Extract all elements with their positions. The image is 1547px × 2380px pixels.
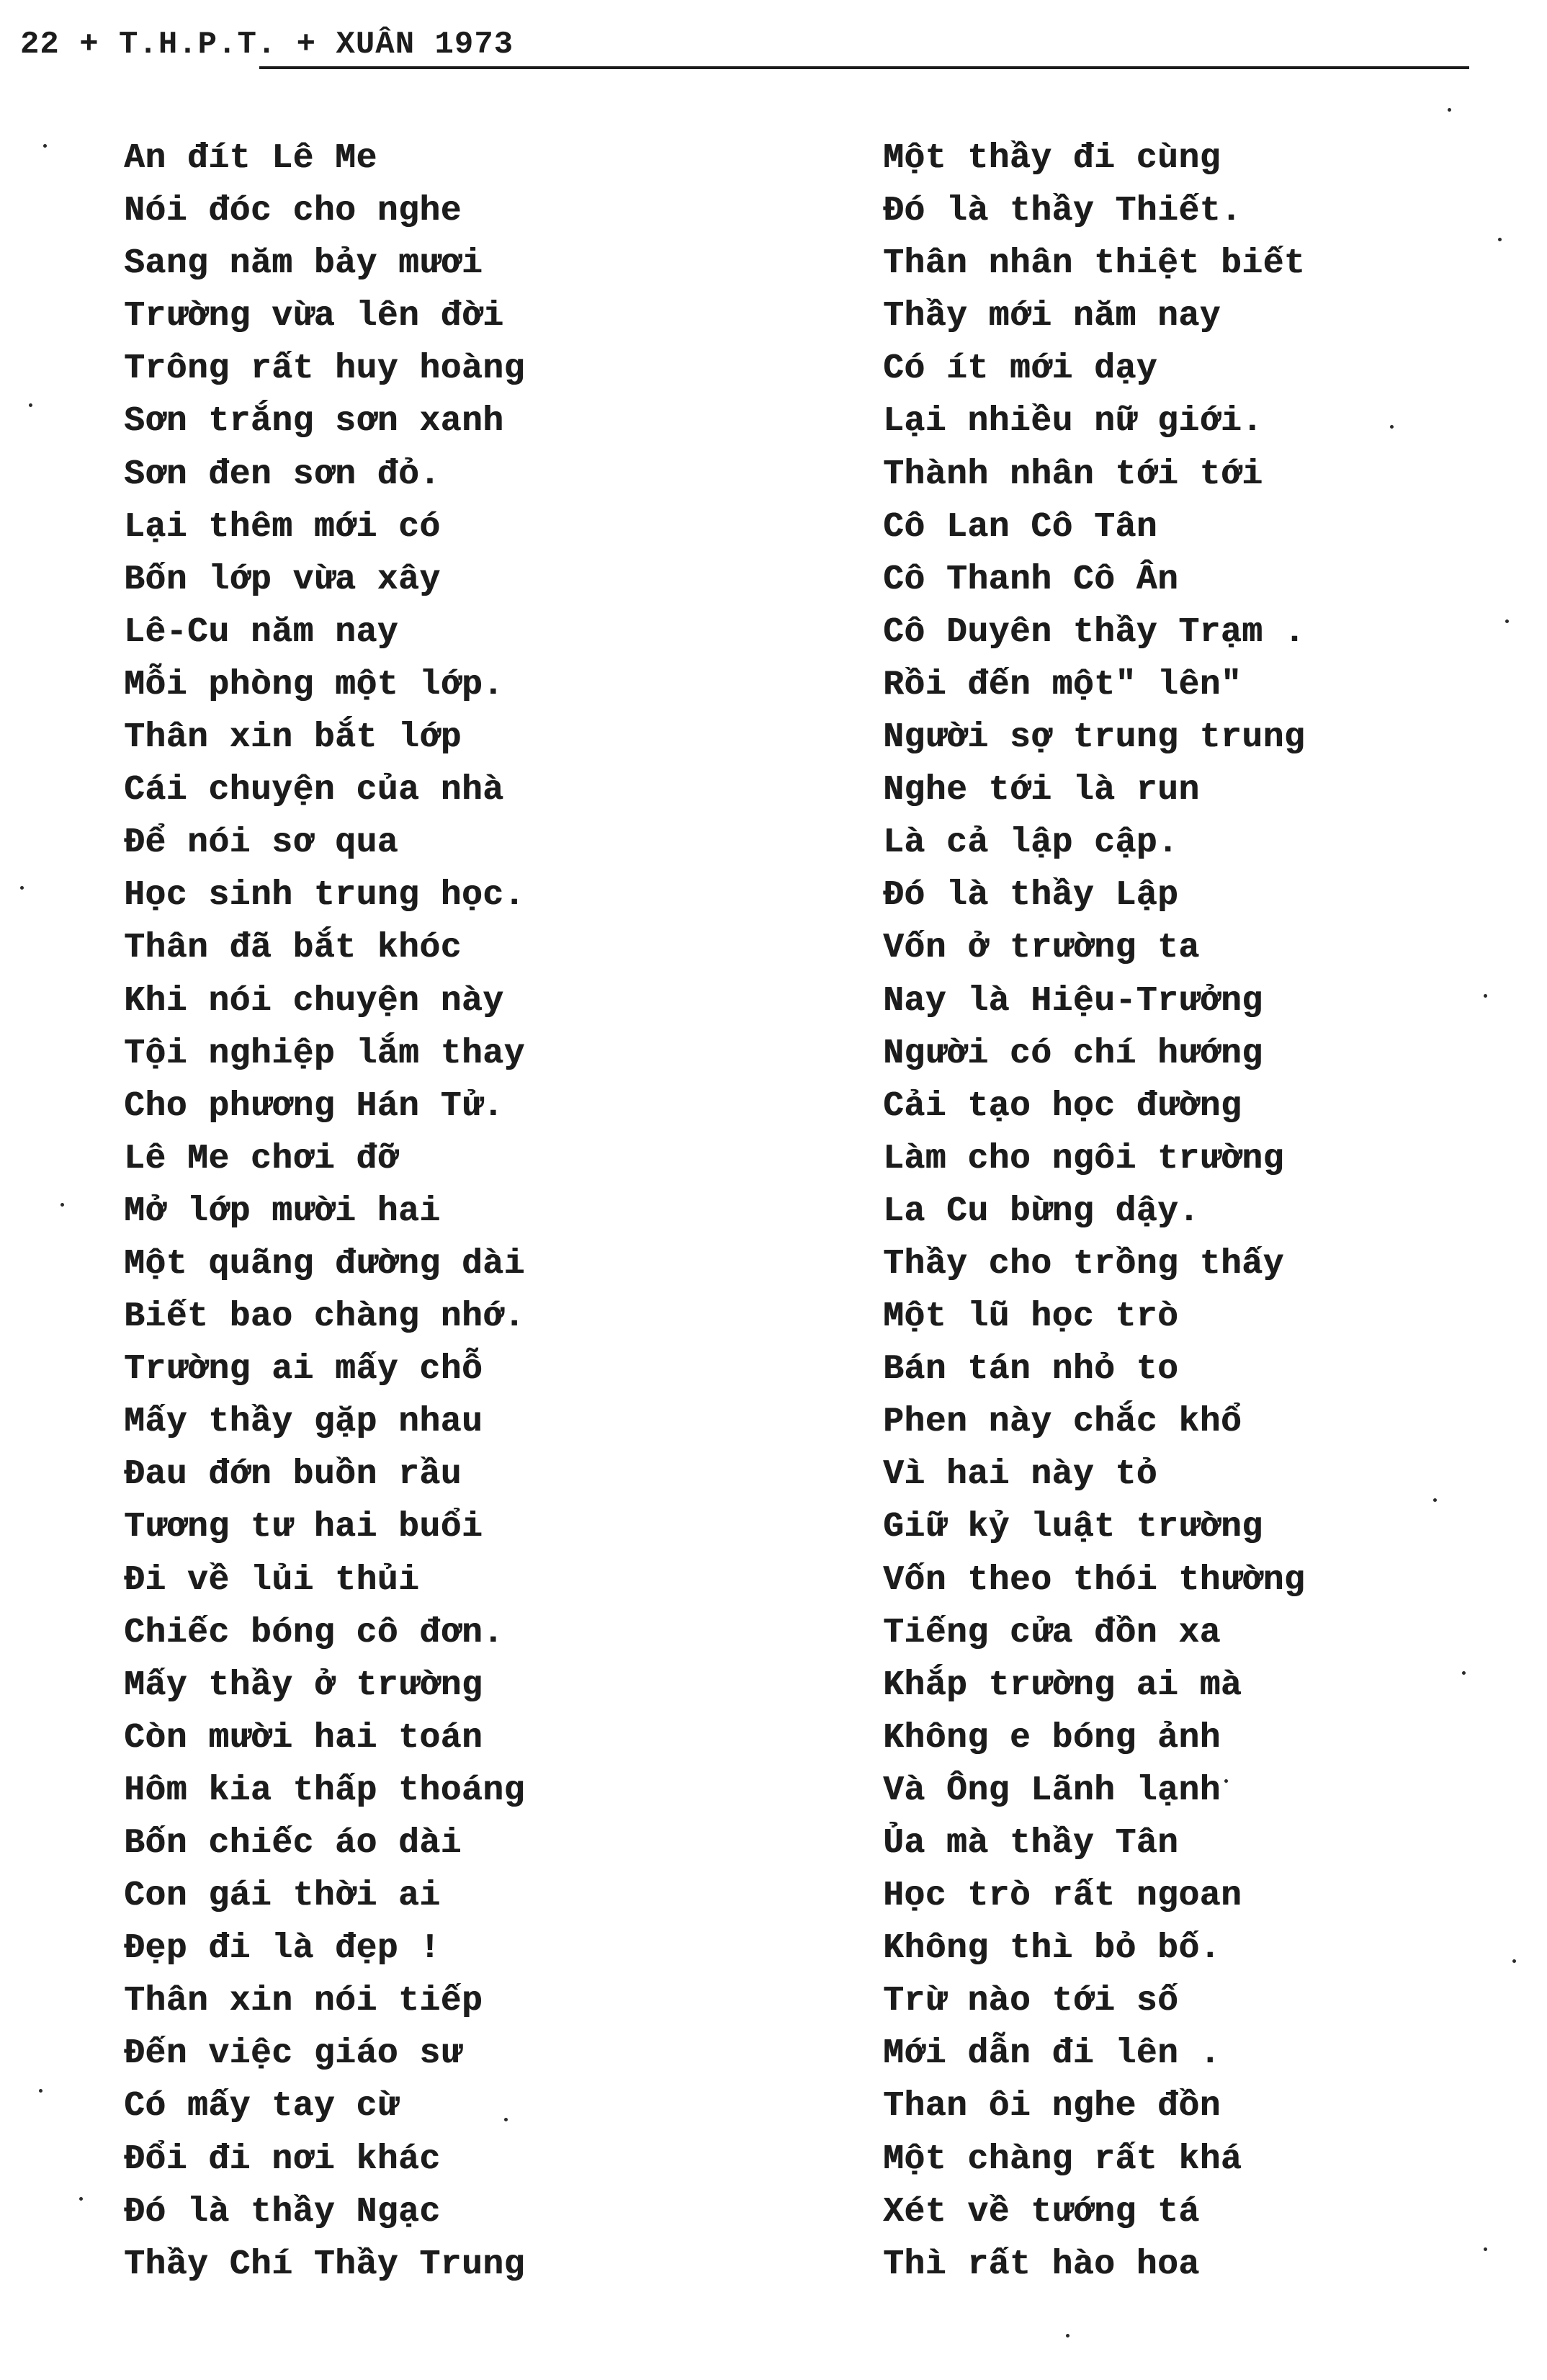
noise-speck bbox=[1066, 2334, 1070, 2338]
noise-speck bbox=[43, 144, 47, 148]
poem-line: An đít Lê Me bbox=[124, 139, 377, 178]
noise-speck bbox=[1462, 1671, 1466, 1675]
poem-line: Cô Thanh Cô Ân bbox=[883, 560, 1179, 599]
poem-line: Một lũ học trò bbox=[883, 1297, 1179, 1337]
poem-line: Mới dẫn đi lên . bbox=[883, 2034, 1221, 2074]
poem-line: Thân đã bắt khóc bbox=[124, 929, 462, 968]
poem-line: Xét về tướng tá bbox=[883, 2192, 1200, 2232]
poem-line: La Cu bừng dậy. bbox=[883, 1191, 1200, 1231]
noise-speck bbox=[1498, 238, 1502, 241]
poem-line: Sơn đen sơn đỏ. bbox=[124, 455, 441, 494]
poem-line: Nói đóc cho nghe bbox=[124, 192, 462, 231]
poem-line: Để nói sơ qua bbox=[124, 823, 398, 863]
poem-line: Khắp trường ai mà bbox=[883, 1665, 1242, 1705]
poem-line: Một thầy đi cùng bbox=[883, 139, 1221, 178]
poem-line: Mỗi phòng một lớp. bbox=[124, 665, 504, 704]
noise-speck bbox=[79, 2197, 83, 2201]
poem-line: Đổi đi nơi khác bbox=[124, 2139, 441, 2179]
poem-line: Sang năm bảy mươi bbox=[124, 244, 483, 284]
poem-line: Thì rất hào hoa bbox=[883, 2245, 1200, 2284]
poem-line: Đến việc giáo sư bbox=[124, 2034, 462, 2074]
publication-name: T.H.P.T. bbox=[119, 27, 277, 63]
poem-line: Người có chí hướng bbox=[883, 1034, 1263, 1073]
poem-line: Vì hai này tỏ bbox=[883, 1455, 1157, 1495]
poem-line: Thân nhân thiệt biết bbox=[883, 244, 1306, 284]
poem-line: Tương tư hai buổi bbox=[124, 1508, 483, 1547]
poem-line: Đó là thầy Thiết. bbox=[883, 192, 1242, 231]
noise-speck bbox=[60, 1203, 64, 1207]
noise-speck bbox=[1390, 425, 1394, 429]
poem-line: Cải tạo học đường bbox=[883, 1086, 1242, 1126]
poem-line: Giữ kỷ luật trường bbox=[883, 1508, 1263, 1547]
poem-line: Làm cho ngôi trường bbox=[883, 1139, 1284, 1178]
poem-line: Bán tán nhỏ to bbox=[883, 1350, 1179, 1390]
poem-line: Phen này chắc khổ bbox=[883, 1402, 1242, 1442]
noise-speck bbox=[1484, 994, 1487, 998]
noise-speck bbox=[1224, 1779, 1228, 1783]
poem-line: Có ít mới dạy bbox=[883, 349, 1157, 389]
poem-left-column bbox=[124, 133, 525, 2291]
noise-speck bbox=[1448, 108, 1451, 112]
poem-line: Mở lớp mười hai bbox=[124, 1191, 441, 1231]
poem-line: Cô Duyên thầy Trạm . bbox=[883, 612, 1306, 652]
noise-speck bbox=[504, 2118, 508, 2121]
poem-line: Chiếc bóng cô đơn. bbox=[124, 1613, 504, 1652]
poem-line: Mấy thầy gặp nhau bbox=[124, 1402, 483, 1442]
poem-line: Cho phương Hán Tử. bbox=[124, 1086, 504, 1126]
page-header bbox=[20, 29, 514, 61]
poem-line: Và Ông Lãnh lạnh bbox=[883, 1771, 1221, 1810]
noise-speck bbox=[29, 403, 32, 407]
page-number: 22 bbox=[20, 27, 60, 63]
poem-line: Lại thêm mới có bbox=[124, 507, 441, 547]
poem-line: Lê-Cu năm nay bbox=[124, 612, 398, 652]
noise-speck bbox=[1484, 2247, 1487, 2251]
poem-line: Đau đớn buồn rầu bbox=[124, 1455, 462, 1495]
poem-line: Đó là thầy Ngạc bbox=[124, 2192, 441, 2232]
poem-line: Đẹp đi là đẹp ! bbox=[124, 1929, 441, 1969]
poem-line: Thầy mới năm nay bbox=[883, 297, 1221, 336]
poem-line: Bốn lớp vừa xây bbox=[124, 560, 441, 599]
poem-line: Vốn ở trường ta bbox=[883, 929, 1200, 968]
poem-line: Rồi đến một" lên" bbox=[883, 665, 1242, 704]
poem-line: Vốn theo thói thường bbox=[883, 1560, 1306, 1600]
poem-line: Tội nghiệp lắm thay bbox=[124, 1034, 525, 1073]
poem-line: Lại nhiều nữ giới. bbox=[883, 402, 1263, 442]
poem-line: Một chàng rất khá bbox=[883, 2139, 1242, 2179]
poem-line: Có mấy tay cừ bbox=[124, 2087, 398, 2126]
poem-line: Một quãng đường dài bbox=[124, 1244, 525, 1284]
poem-line: Cô Lan Cô Tân bbox=[883, 507, 1157, 547]
header-separator: + bbox=[296, 27, 317, 63]
noise-speck bbox=[1433, 1498, 1437, 1502]
poem-line: Không e bóng ảnh bbox=[883, 1718, 1221, 1758]
header-separator: + bbox=[79, 27, 99, 63]
poem-line: Trường ai mấy chỗ bbox=[124, 1350, 483, 1390]
noise-speck bbox=[20, 886, 24, 890]
poem-line: Thầy cho trồng thấy bbox=[883, 1244, 1284, 1284]
poem-line: Lê Me chơi đỡ bbox=[124, 1139, 398, 1178]
poem-line: Cái chuyện của nhà bbox=[124, 771, 504, 810]
poem-line: Bốn chiếc áo dài bbox=[124, 1824, 462, 1863]
noise-speck bbox=[39, 2089, 42, 2093]
poem-line: Là cả lập cập. bbox=[883, 823, 1179, 863]
issue-label: XUÂN 1973 bbox=[336, 27, 514, 63]
poem-line: Con gái thời ai bbox=[124, 1876, 441, 1916]
poem-line: Hôm kia thấp thoáng bbox=[124, 1771, 525, 1810]
poem-line: Trông rất huy hoàng bbox=[124, 349, 525, 389]
poem-line: Người sợ trung trung bbox=[883, 718, 1306, 758]
poem-line: Đi về lủi thủi bbox=[124, 1560, 420, 1600]
poem-line: Nay là Hiệu-Trưởng bbox=[883, 981, 1263, 1021]
poem-line: Học sinh trung học. bbox=[124, 876, 525, 916]
poem-line: Học trò rất ngoan bbox=[883, 1876, 1242, 1916]
poem-line: Tiếng cửa đồn xa bbox=[883, 1613, 1221, 1652]
poem-line: Trường vừa lên đời bbox=[124, 297, 504, 336]
poem-line: Thân xin bắt lớp bbox=[124, 718, 462, 758]
poem-line: Không thì bỏ bố. bbox=[883, 1929, 1221, 1969]
poem-line: Thầy Chí Thầy Trung bbox=[124, 2245, 525, 2284]
poem-line: Khi nói chuyện này bbox=[124, 981, 504, 1021]
poem-line: Ủa mà thầy Tân bbox=[883, 1824, 1179, 1863]
poem-line: Đó là thầy Lập bbox=[883, 876, 1179, 916]
poem-line: Còn mười hai toán bbox=[124, 1718, 483, 1758]
noise-speck bbox=[1505, 619, 1509, 623]
poem-line: Nghe tới là run bbox=[883, 771, 1200, 810]
poem-line: Sơn trắng sơn xanh bbox=[124, 402, 504, 442]
poem-right-column bbox=[883, 133, 1305, 2291]
poem-line: Than ôi nghe đồn bbox=[883, 2087, 1221, 2126]
poem-line: Thân xin nói tiếp bbox=[124, 1982, 483, 2021]
header-rule bbox=[259, 66, 1469, 69]
poem-line: Trừ nào tới số bbox=[883, 1982, 1179, 2021]
poem-line: Thành nhân tới tới bbox=[883, 455, 1263, 494]
poem-line: Mấy thầy ở trường bbox=[124, 1665, 483, 1705]
noise-speck bbox=[1512, 1959, 1516, 1963]
poem-line: Biết bao chàng nhớ. bbox=[124, 1297, 525, 1337]
